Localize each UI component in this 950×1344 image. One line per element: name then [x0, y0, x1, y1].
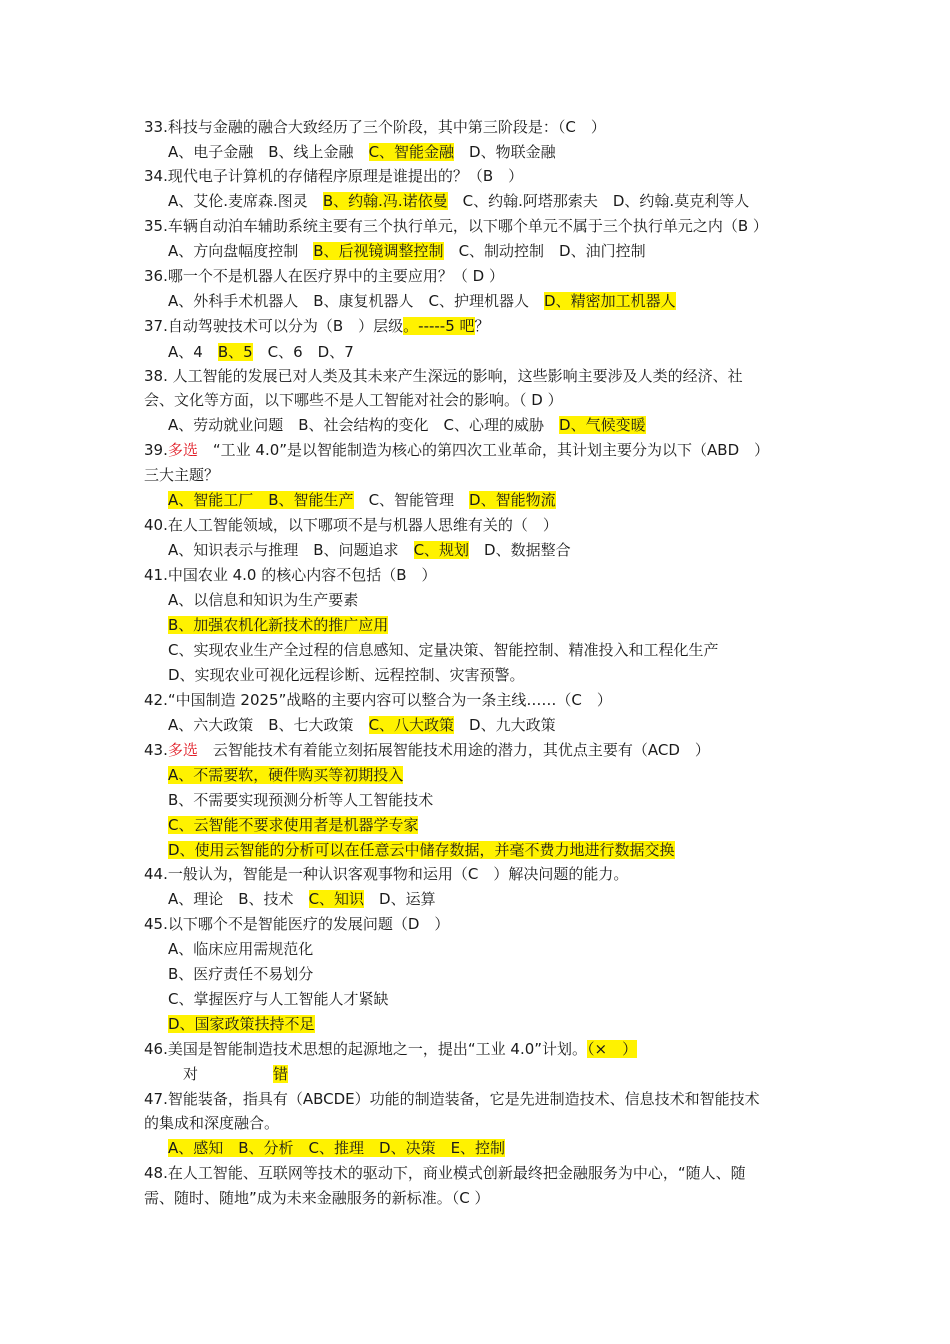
- text-segment: B、医疗责任不易划分: [168, 965, 314, 983]
- text-segment: 40.在人工智能领域，以下哪项不是与机器人思维有关的（ ）: [144, 516, 558, 534]
- option-line: [0, 191, 950, 211]
- text-segment: 37.自动驾驶技术可以分为（B ）层级: [144, 317, 404, 335]
- highlighted-answer: C、八大政策: [368, 716, 455, 734]
- text-segment: A、艾伦.麦席森.图灵: [168, 192, 323, 210]
- highlighted-answer: D、气候变暖: [559, 416, 646, 434]
- text-segment: D、运算: [364, 890, 436, 908]
- text-segment: C、实现农业生产全过程的信息感知、定量决策、智能控制、精准投入和工程化生产: [168, 641, 719, 659]
- question-line: [0, 1089, 950, 1109]
- option-line: [0, 241, 950, 261]
- text-segment: 41.中国农业 4.0 的核心内容不包括（B ）: [144, 566, 437, 584]
- highlighted-answer: C、云智能不要求使用者是机器学专家: [168, 816, 419, 834]
- text-segment: A、理论 B、技术: [168, 890, 309, 908]
- question-line: [0, 117, 950, 137]
- text-segment: 46.美国是智能制造技术思想的起源地之一，提出“工业 4.0”计划。: [144, 1040, 588, 1058]
- text-segment: C、智能管理: [353, 491, 470, 509]
- text-segment: 云智能技术有着能立刻拓展智能技术用途的潜力，其优点主要有（ACD ）: [197, 741, 710, 759]
- highlighted-answer: C、知识: [308, 890, 365, 908]
- text-segment: 需、随时、随地”成为未来金融服务的新标准。（C ）: [144, 1189, 490, 1207]
- question-line: [0, 465, 950, 485]
- text-segment: A、六大政策 B、七大政策: [168, 716, 369, 734]
- option-line: [0, 964, 950, 984]
- question-line: [0, 1188, 950, 1208]
- text-segment: “工业 4.0”是以智能制造为核心的第四次工业革命，其计划主要分为以下（ABD ）: [197, 441, 770, 459]
- text-segment: C、掌握医疗与人工智能人才紧缺: [168, 990, 389, 1008]
- highlighted-answer: C、智能金融: [368, 143, 455, 161]
- option-line: [0, 815, 950, 835]
- text-segment: A、知识表示与推理 B、问题追求: [168, 541, 414, 559]
- text-segment: C、约翰.阿塔那索夫 D、约翰.莫克利等人: [447, 192, 750, 210]
- highlighted-answer: D、智能物流: [469, 491, 556, 509]
- text-segment: 43.: [144, 741, 168, 759]
- highlighted-answer: D、精密加工机器人: [544, 292, 676, 310]
- question-line: [0, 565, 950, 585]
- text-segment: 的集成和深度融合。: [144, 1114, 280, 1132]
- option-line: [0, 1064, 950, 1084]
- option-line: [0, 490, 950, 510]
- highlighted-answer: 错: [273, 1065, 289, 1083]
- text-segment: 39.: [144, 441, 168, 459]
- text-segment: C、制动控制 D、油门控制: [443, 242, 646, 260]
- question-line: [0, 914, 950, 934]
- multi-select-tag: 多选: [167, 741, 198, 759]
- text-segment: 34.现代电子计算机的存储程序原理是谁提出的？（B ）: [144, 167, 524, 185]
- option-line: [0, 1014, 950, 1034]
- text-segment: A、临床应用需规范化: [168, 940, 314, 958]
- question-line: [0, 166, 950, 186]
- text-segment: 对: [168, 1065, 274, 1083]
- highlighted-answer: B、加强农机化新技术的推广应用: [168, 616, 389, 634]
- text-segment: 47.智能装备，指具有（ABCDE）功能的制造装备，它是先进制造技术、信息技术和智能技术: [144, 1090, 760, 1108]
- question-line: [0, 864, 950, 884]
- option-line: [0, 291, 950, 311]
- text-segment: 会、文化等方面，以下哪些不是人工智能对社会的影响。（ D ）: [144, 391, 563, 409]
- text-segment: C、6 D、7: [252, 343, 354, 361]
- question-line: [0, 366, 950, 386]
- option-line: [0, 342, 950, 362]
- question-line: [0, 316, 950, 336]
- text-segment: A、电子金融 B、线上金融: [168, 143, 369, 161]
- option-line: [0, 1138, 950, 1158]
- question-line: [0, 1163, 950, 1183]
- highlighted-answer: A、智能工厂 B、智能生产: [168, 491, 354, 509]
- text-segment: A、劳动就业问题 B、社会结构的变化 C、心理的威胁: [168, 416, 560, 434]
- option-line: [0, 715, 950, 735]
- highlighted-answer: C、规划: [413, 541, 470, 559]
- option-line: [0, 790, 950, 810]
- option-line: [0, 540, 950, 560]
- option-line: [0, 590, 950, 610]
- question-line: [0, 690, 950, 710]
- highlighted-answer: A、感知 B、分析 C、推理 D、决策 E、控制: [168, 1139, 506, 1157]
- text-segment: A、方向盘幅度控制: [168, 242, 314, 260]
- question-line: [0, 740, 950, 760]
- text-segment: D、九大政策: [454, 716, 556, 734]
- question-line: [0, 1039, 950, 1059]
- option-line: [0, 939, 950, 959]
- question-line: [0, 266, 950, 286]
- text-segment: A、4: [168, 343, 218, 361]
- option-line: [0, 665, 950, 685]
- text-segment: 42.“中国制造 2025”战略的主要内容可以整合为一条主线……（C ）: [144, 691, 612, 709]
- highlighted-answer: 。-----5 吧: [403, 317, 475, 335]
- text-segment: 45.以下哪个不是智能医疗的发展问题（D ）: [144, 915, 450, 933]
- text-segment: A、以信息和知识为生产要素: [168, 591, 359, 609]
- text-segment: D、实现农业可视化远程诊断、远程控制、灾害预警。: [168, 666, 525, 684]
- question-line: [0, 515, 950, 535]
- text-segment: 48.在人工智能、互联网等技术的驱动下，商业模式创新最终把金融服务为中心，“随人、随: [144, 1164, 746, 1182]
- highlighted-answer: D、国家政策扶持不足: [168, 1015, 315, 1033]
- text-segment: 36.哪一个不是机器人在医疗界中的主要应用？（ D ）: [144, 267, 504, 285]
- text-segment: D、物联金融: [454, 143, 556, 161]
- question-line: [0, 390, 950, 410]
- text-segment: D、数据整合: [469, 541, 571, 559]
- highlighted-answer: B、后视镜调整控制: [313, 242, 444, 260]
- highlighted-answer: D、使用云智能的分析可以在任意云中储存数据，并毫不费力地进行数据交换: [168, 841, 675, 859]
- option-line: [0, 765, 950, 785]
- text-segment: 38. 人工智能的发展已对人类及其未来产生深远的影响，这些影响主要涉及人类的经济、社: [144, 367, 743, 385]
- text-segment: 33.科技与金融的融合大致经历了三个阶段，其中第三阶段是：（C ）: [144, 118, 606, 136]
- text-segment: A、外科手术机器人 B、康复机器人 C、护理机器人: [168, 292, 545, 310]
- question-line: [0, 440, 950, 460]
- option-line: [0, 840, 950, 860]
- highlighted-answer: （× ）: [587, 1040, 638, 1058]
- highlighted-answer: B、5: [217, 343, 253, 361]
- text-segment: ？: [474, 317, 490, 335]
- multi-select-tag: 多选: [167, 441, 198, 459]
- text-segment: B、不需要实现预测分析等人工智能技术: [168, 791, 434, 809]
- text-segment: 44.一般认为，智能是一种认识客观事物和运用（C ）解决问题的能力。: [144, 865, 629, 883]
- text-segment: 35.车辆自动泊车辅助系统主要有三个执行单元，以下哪个单元不属于三个执行单元之内（B ）: [144, 217, 768, 235]
- highlighted-answer: A、不需要软，硬件购买等初期投入: [168, 766, 404, 784]
- option-line: [0, 989, 950, 1009]
- option-line: [0, 640, 950, 660]
- highlighted-answer: B、约翰.冯.诺依曼: [322, 192, 448, 210]
- option-line: [0, 142, 950, 162]
- option-line: [0, 415, 950, 435]
- question-line: [0, 1113, 950, 1133]
- text-segment: 三大主题？: [144, 466, 220, 484]
- question-line: [0, 216, 950, 236]
- option-line: [0, 889, 950, 909]
- option-line: [0, 615, 950, 635]
